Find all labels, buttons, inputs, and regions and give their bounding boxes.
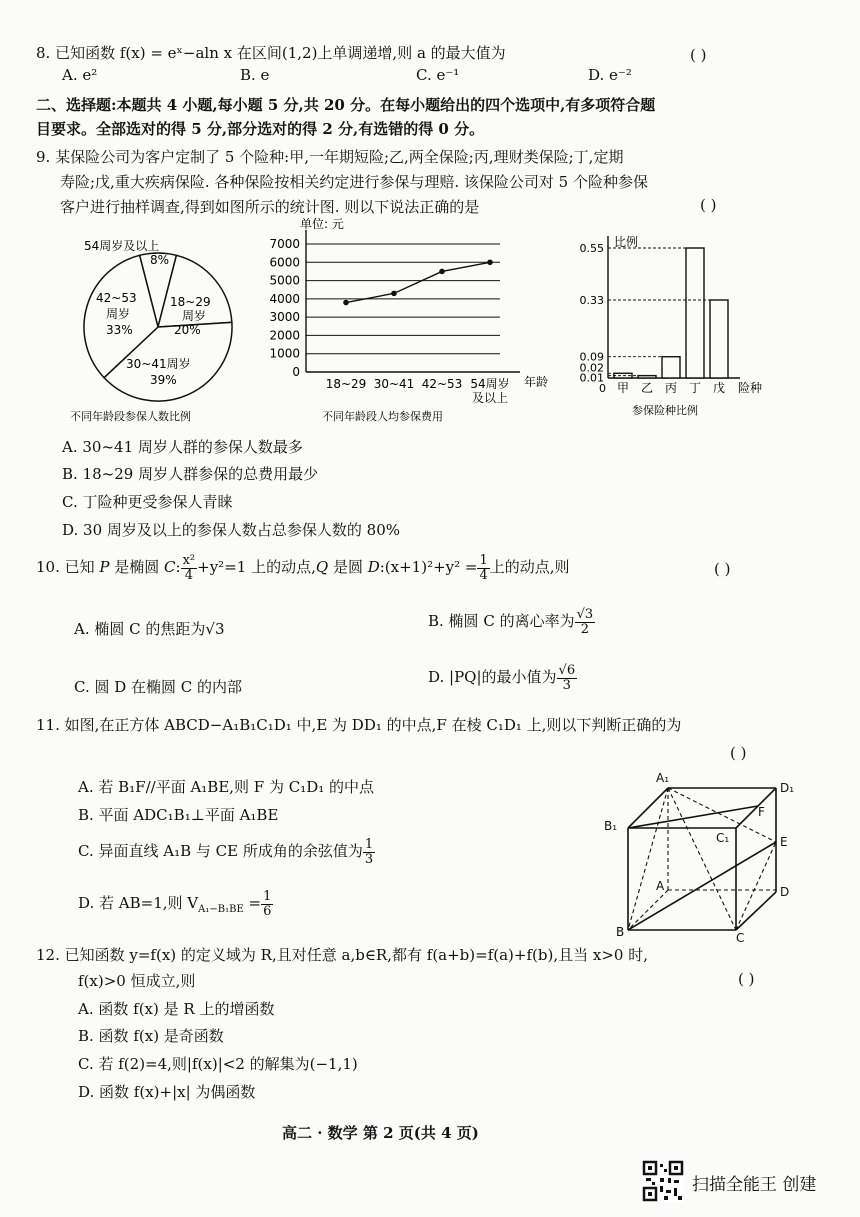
- bar-ytick-label: 0.33: [579, 294, 604, 307]
- q10-option-c: C. 圆 D 在椭圆 C 的内部: [74, 678, 243, 696]
- age-group-pie-chart: [70, 232, 270, 427]
- cube-label-b: B: [616, 925, 625, 939]
- q10-option-b: B. 椭圆 C 的离心率为 $\frac{√3}{2}$: [428, 607, 594, 637]
- line-ytick-label: 5000: [269, 273, 300, 288]
- q8-option-a: A. e²: [62, 66, 98, 84]
- q9-option-c: C. 丁险种更受参保人青睐: [62, 493, 233, 511]
- bar-xtick-label: 乙: [640, 381, 654, 395]
- cube-label-a: A: [656, 879, 665, 893]
- line-xtick-label: 54周岁: [470, 377, 510, 391]
- bar-chart-title: 参保险种比例: [632, 404, 698, 417]
- line-chart-title: 不同年龄段人均参保费用: [322, 410, 443, 423]
- bar-4: [710, 300, 728, 378]
- q12-option-c: C. 若 f(2)=4,则|f(x)|<2 的解集为(−1,1): [78, 1055, 358, 1073]
- q10-option-a: A. 椭圆 C 的焦距为√3: [74, 620, 225, 638]
- pie-chart-title: 不同年龄段参保人数比例: [70, 410, 191, 423]
- q9-option-a: A. 30~41 周岁人群的参保人数最多: [62, 438, 303, 456]
- pie-label-30-41: 30~41周岁: [126, 357, 191, 371]
- line-ytick-label: 0: [292, 365, 300, 379]
- pie-value-42-53: 33%: [106, 323, 133, 337]
- section2-line1: 二、选择题:本题共 4 小题,每小题 5 分,共 20 分。在每小题给出的四个选项中,有多项符合题: [36, 96, 656, 114]
- q10-fraction-x2-over-4: $\frac{\text{x²}}{4}$: [182, 553, 196, 583]
- bar-ytick-label: 0.55: [579, 242, 604, 255]
- q11-option-c: C. 异面直线 A₁B 与 CE 所成角的余弦值为 $\frac{1}{3}$: [78, 837, 374, 867]
- q10-answer-paren: ( ): [714, 560, 731, 578]
- pie-label-54plus: 54周岁及以上: [84, 239, 160, 253]
- line-chart-xlabel: 年龄: [524, 375, 549, 389]
- bar-xtick-label: 丙: [664, 381, 678, 395]
- cube-label-c: C: [736, 931, 745, 942]
- line-point: [391, 291, 397, 297]
- line-ytick-label: 6000: [269, 255, 300, 270]
- svg-text:周岁: 周岁: [106, 307, 131, 321]
- line-point: [439, 269, 445, 275]
- q12-stem-line1: 12. 已知函数 y=f(x) 的定义域为 R,且对任意 a,b∈R,都有 f(a+b)=f(a)+f(b),且当 x>0 时,: [36, 946, 648, 964]
- cube-label-c1: C₁: [716, 831, 730, 845]
- cube-label-a1: A₁: [656, 771, 670, 785]
- bar-xtick-label: 戊: [712, 381, 726, 395]
- q8-option-c: C. e⁻¹: [416, 66, 460, 84]
- q8-option-b: B. e: [240, 66, 270, 84]
- q12-option-d: D. 函数 f(x)+|x| 为偶函数: [78, 1083, 256, 1101]
- line-chart-ylabel: 单位: 元: [300, 217, 344, 231]
- q11-answer-paren: ( ): [730, 744, 747, 762]
- q9-option-d: D. 30 周岁及以上的参保人数占总参保人数的 80%: [62, 521, 400, 539]
- line-series-path: [346, 262, 490, 302]
- line-xtick-label: 42~53: [421, 377, 463, 391]
- q10-option-d: D. |PQ|的最小值为 $\frac{√6}{3}$: [428, 663, 576, 693]
- q8-option-d: D. e⁻²: [588, 66, 632, 84]
- line-ytick-label: 7000: [269, 237, 300, 251]
- line-xtick-label: 30~41: [373, 377, 415, 391]
- bar-ytick-label: 0.01: [579, 371, 604, 385]
- cube-label-f: F: [758, 805, 765, 819]
- watermark-text: 扫描全能王 创建: [692, 1175, 817, 1195]
- pie-value-18-29: 20%: [174, 323, 201, 337]
- page-footer: 高二 · 数学 第 2 页(共 4 页): [282, 1124, 479, 1142]
- pie-label-18-29: 18~29: [170, 295, 211, 309]
- q9-stem-line2: 寿险;戊,重大疾病保险. 各种保险按相关约定进行参保与理赔. 该保险公司对 5 个险种参保: [60, 173, 648, 191]
- q12-option-a: A. 函数 f(x) 是 R 上的增函数: [78, 1000, 275, 1018]
- cube-label-b1: B₁: [604, 819, 618, 833]
- bar-chart-xlabel: 险种: [738, 381, 763, 395]
- q9-answer-paren: ( ): [700, 196, 717, 214]
- q11-option-d: D. 若 AB=1,则 $V_{A_1-B_1BE}$ = $\frac{1}{6}$: [78, 889, 272, 919]
- bar-ytick-label: 0: [599, 382, 606, 395]
- line-xtick-label: 18~29: [325, 377, 367, 391]
- q11-option-a: A. 若 B₁F//平面 A₁BE,则 F 为 C₁D₁ 的中点: [78, 778, 375, 796]
- q11-stem: 11. 如图,在正方体 ABCD−A₁B₁C₁D₁ 中,E 为 DD₁ 的中点,F 在棱 C₁D₁ 上,则以下判断正确的为: [36, 716, 682, 734]
- line-point: [487, 259, 493, 265]
- bar-ytick-label: 0.02: [579, 361, 604, 375]
- q8-answer-paren: ( ): [690, 46, 707, 64]
- q10-stem: 10. 已知 P 是椭圆 C: $\frac{\text{x²}}{4}$ +y²=1 上的动点,Q 是圆 D:(x+1)²+y² = $\frac{1}{4}$ 上的动点,则: [36, 553, 570, 583]
- cube-label-e: E: [780, 835, 788, 849]
- q10-fraction-1-over-4: $\frac{1}{4}$: [479, 553, 488, 583]
- bar-xtick-label: 丁: [688, 381, 702, 395]
- cube-label-d: D: [780, 885, 790, 899]
- bar-1: [638, 376, 656, 378]
- line-ytick-label: 1000: [269, 346, 300, 361]
- q9-stem-line3: 客户进行抽样调查,得到如图所示的统计图. 则以下说法正确的是: [60, 198, 480, 216]
- q8-stem: 8. 已知函数 f(x) = eˣ−aln x 在区间(1,2)上单调递增,则 a 的最大值为: [36, 44, 506, 62]
- q12-option-b: B. 函数 f(x) 是奇函数: [78, 1027, 224, 1045]
- line-point: [343, 300, 349, 306]
- bar-3: [686, 248, 704, 378]
- pie-value-54plus: 8%: [150, 253, 170, 267]
- svg-text:周岁: 周岁: [182, 309, 207, 323]
- pie-label-42-53: 42~53: [96, 291, 137, 305]
- line-xtick-label: 及以上: [471, 391, 509, 405]
- bar-ytick-label: 0.09: [579, 350, 604, 364]
- bar-chart-ylabel: 比例: [614, 235, 639, 249]
- line-ytick-label: 4000: [269, 291, 300, 306]
- bar-xtick-label: 甲: [616, 381, 630, 395]
- q12-answer-paren: ( ): [738, 970, 755, 988]
- cube-figure: [598, 762, 808, 942]
- line-ytick-label: 2000: [269, 328, 300, 343]
- insurance-type-bar-chart: [570, 232, 810, 422]
- section2-line2: 目要求。全部选对的得 5 分,部分选对的得 2 分,有选错的得 0 分。: [36, 120, 485, 138]
- q9-option-b: B. 18~29 周岁人群参保的总费用最少: [62, 465, 319, 483]
- bar-2: [662, 357, 680, 378]
- cube-label-d1: D₁: [780, 781, 795, 795]
- qr-code-icon: [642, 1160, 684, 1202]
- line-ytick-label: 3000: [269, 310, 300, 325]
- pie-value-30-41: 39%: [150, 373, 177, 387]
- q9-stem-line1: 9. 某保险公司为客户定制了 5 个险种:甲,一年期短险;乙,两全保险;丙,理财类保险;丁,定期: [36, 148, 624, 166]
- q12-stem-line2: f(x)>0 恒成立,则: [78, 972, 196, 990]
- avg-premium-line-chart: [262, 214, 562, 429]
- q11-option-b: B. 平面 ADC₁B₁⊥平面 A₁BE: [78, 806, 279, 824]
